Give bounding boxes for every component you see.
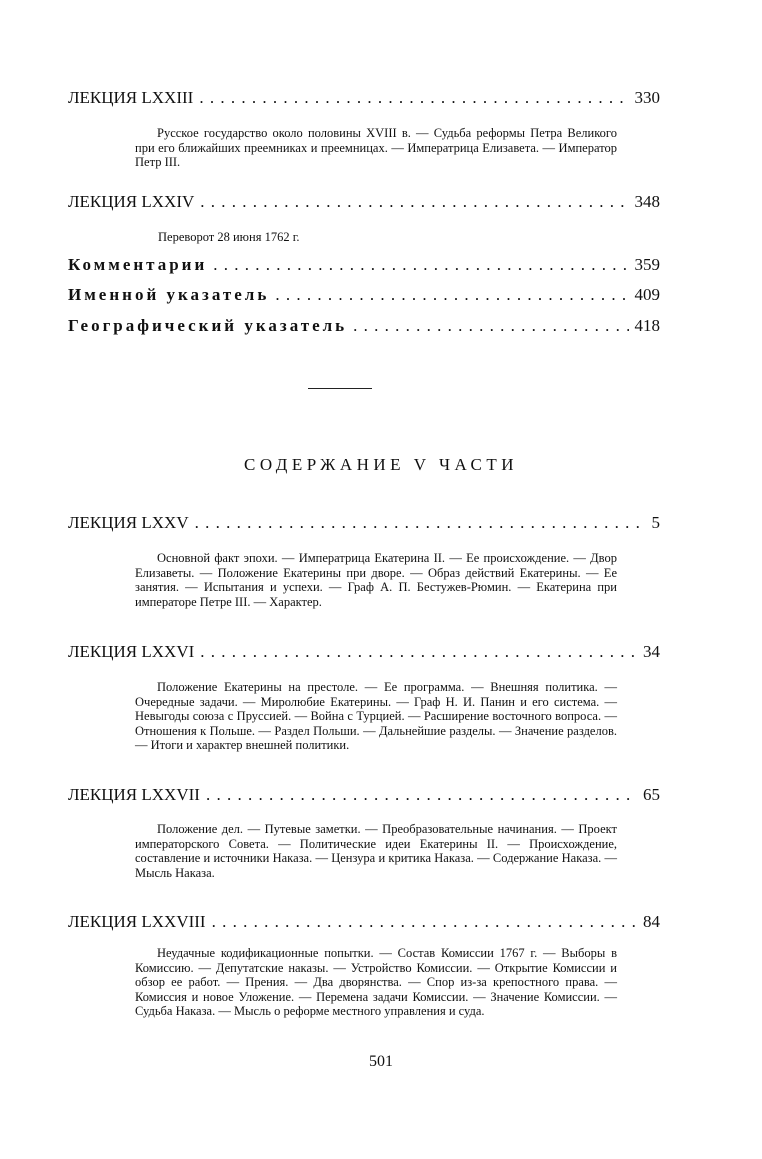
leader-dots (199, 88, 628, 108)
leader-dots (200, 192, 628, 212)
entry-description: Неудачные кодификационные попытки. — Состав Комиссии 1767 г. — Выборы в Комиссию. — Депутатские наказы. — Устройство Комиссии. — Открытие Комиссии и обзор ее работ. — Прения. — Два дворянства. — Спор из-за крепостного права. — Комиссия и новое Уложение. — Перемена задачи Комиссии. — Значение Комиссии. — Судьба Наказа. — Мысль о реформе местного управления и суда. (135, 946, 617, 1018)
entry-page-number: 65 (643, 785, 660, 804)
toc-entry-name-index[interactable] (68, 285, 660, 305)
entry-description: Русское государство около половины XVIII в. — Судьба реформы Петра Великого при его ближайших преемниках и преемницах. — Императрица Елизавета. — Император Петр III. (135, 126, 617, 169)
entry-title: ЛЕКЦИЯ LXXV (68, 513, 189, 532)
leader-dots (213, 255, 628, 275)
entry-page-number: 5 (651, 513, 660, 532)
entry-description: Положение дел. — Путевые заметки. — Преобразовательные начинания. — Проект императорского Совета. — Политические идеи Екатерины II. — Происхождение, составление и источники Наказа. — Цензура и критика Наказа. — Содержание Наказа. — Мысль Наказа. (135, 822, 617, 880)
entry-page-number: 359 (634, 255, 660, 274)
toc-entry-comments[interactable] (68, 255, 660, 275)
entry-page-number: 330 (634, 88, 660, 107)
leader-dots (212, 912, 637, 932)
entry-page-number: 34 (643, 642, 660, 661)
toc-entry-lecture-74[interactable] (68, 192, 660, 212)
entry-title: ЛЕКЦИЯ LXXIV (68, 192, 195, 211)
entry-title: ЛЕКЦИЯ LXXVII (68, 785, 200, 804)
toc-entry-lecture-78[interactable] (68, 912, 660, 932)
leader-dots (195, 513, 646, 533)
entry-page-number: 348 (634, 192, 660, 211)
entry-page-number: 418 (634, 316, 660, 335)
toc-entry-geo-index[interactable] (68, 316, 660, 336)
section-heading: СОДЕРЖАНИЕ V ЧАСТИ (243, 455, 518, 474)
entry-title: ЛЕКЦИЯ LXXIII (68, 88, 194, 107)
entry-title: Именной указатель (68, 285, 270, 304)
toc-entry-lecture-73[interactable] (68, 88, 660, 108)
entry-description: Положение Екатерины на престоле. — Ее программа. — Внешняя политика. — Очередные задачи. — Миролюбие Екатерины. — Граф Н. И. Панин и его система. — Невыгоды союза с Пруссией. — Война с Турцией. — Расширение восточного вопроса. — Отношения к Польше. — Раздел Польши. — Дальнейшие разделы. — Значение разделов. — Итоги и характер внешней политики. (135, 680, 617, 752)
entry-title: Комментарии (68, 255, 208, 274)
page-number: 501 (369, 1053, 393, 1070)
entry-title: ЛЕКЦИЯ LXXVI (68, 642, 195, 661)
entry-description: Основной факт эпохи. — Императрица Екатерина II. — Ее происхождение. — Двор Елизаветы. — Положение Екатерины при дворе. — Образ действий Екатерины. — Ее занятия. — Испытания и успехи. — Граф А. П. Бестужев-Рюмин. — Екатерина при императоре Петре III. — Характер. (135, 551, 617, 609)
entry-description: Переворот 28 июня 1762 г. (158, 230, 300, 244)
leader-dots (200, 642, 637, 662)
leader-dots (275, 285, 628, 305)
entry-title: Географический указатель (68, 316, 348, 335)
entry-page-number: 84 (643, 912, 660, 931)
toc-entry-lecture-75[interactable] (68, 513, 660, 533)
toc-entry-lecture-76[interactable] (68, 642, 660, 662)
entry-title: ЛЕКЦИЯ LXXVIII (68, 912, 206, 931)
leader-dots (206, 785, 637, 805)
entry-page-number: 409 (634, 285, 660, 304)
leader-dots (353, 316, 628, 336)
section-divider (308, 388, 372, 389)
toc-entry-lecture-77[interactable] (68, 785, 660, 805)
